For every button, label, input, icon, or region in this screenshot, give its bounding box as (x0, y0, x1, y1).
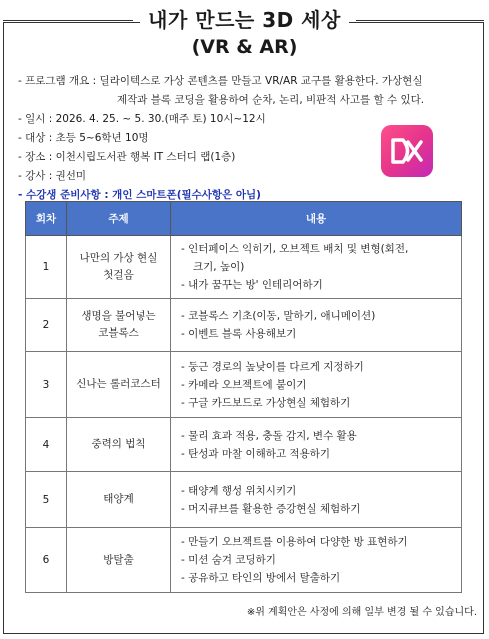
schedule-table (25, 201, 462, 593)
footer-note: ※위 계획안은 사정에 의해 일부 변경 될 수 있습니다. (246, 607, 477, 618)
topic-line: 생명을 불어넣는 (81, 310, 156, 322)
topic-line: 태양계 (103, 493, 134, 505)
program-overview (18, 72, 478, 91)
content-line: - 구글 카드보드로 가상현실 체험하기 (181, 396, 351, 409)
session-content (171, 472, 462, 528)
program-date: - 일시 : 2026. 4. 25. ~ 5. 30.(매주 토) 10시~12시 (18, 113, 266, 125)
content-line: - 미션 숨겨 코딩하기 (181, 554, 276, 566)
topic-line: 신나는 롤러코스터 (76, 378, 161, 390)
content-line: 크기, 높이) (193, 261, 245, 273)
session-content (171, 236, 462, 299)
session-topic (67, 528, 171, 593)
content-line: - 물리 효과 적용, 충돌 감지, 변수 활용 (181, 429, 357, 442)
content-line: - 만들기 오브젝트를 이용하여 다양한 방 표현하기 (181, 536, 408, 548)
content-line: - 태양계 행성 위치시키기 (181, 484, 297, 497)
topic-line: 코블록스 (98, 327, 139, 339)
header-topic: 주제 (67, 202, 171, 236)
program-place: - 장소 : 이천시립도서관 행복 IT 스터디 랩(1층) (18, 151, 236, 163)
logo-glyph-icon (381, 125, 433, 177)
session-topic (67, 352, 171, 418)
content-line: - 탄성과 마찰 이해하고 적용하기 (181, 447, 330, 460)
app-logo-icon (381, 125, 433, 177)
topic-line: 첫걸음 (103, 269, 134, 281)
table-row (26, 418, 462, 472)
content-line: - 둥근 경로의 높낮이를 다르게 지정하기 (181, 360, 364, 373)
content-line: - 인터페이스 익히기, 오브젝트 배치 및 변형(회전, (181, 243, 409, 255)
session-topic (67, 418, 171, 472)
title-rule-right (356, 20, 484, 21)
topic-line: 나만의 가상 현실 (79, 252, 158, 264)
session-topic (67, 472, 171, 528)
content-line: - 이벤트 블록 사용해보기 (181, 328, 297, 340)
page-subtitle: (VR & AR) (191, 36, 298, 58)
table-row (26, 236, 462, 299)
session-number: 5 (26, 472, 67, 528)
topic-line: 방탈출 (103, 553, 134, 566)
session-topic (67, 236, 171, 299)
table-row (26, 528, 462, 593)
session-content (171, 299, 462, 352)
session-number: 4 (26, 418, 67, 472)
session-number: 3 (26, 352, 67, 418)
content-line: - 머지큐브를 활용한 증강현실 체험하기 (181, 502, 361, 515)
table-row (26, 472, 462, 528)
content-line: - 카메라 오브젝트에 붙이기 (181, 378, 307, 391)
program-label: - 프로그램 개요 : (18, 75, 97, 87)
program-instructor: - 강사 : 권선미 (18, 170, 87, 182)
session-content (171, 352, 462, 418)
table-row (26, 352, 462, 418)
program-text-2: 제작과 블록 코딩을 활용하여 순차, 논리, 비판적 사고를 할 수 있다. (117, 94, 425, 106)
program-prep: - 수강생 준비사항 : 개인 스마트폰(필수사항은 아님) (18, 189, 261, 201)
content-line: - 내가 꿈꾸는 방' 인테리어하기 (181, 279, 323, 291)
session-content (171, 528, 462, 593)
session-number: 6 (26, 528, 67, 593)
program-target: - 대상 : 초등 5~6학년 10명 (18, 132, 149, 144)
title-rule-left (3, 20, 133, 21)
header-session: 회차 (26, 202, 67, 236)
content-line: - 코블록스 기초(이동, 말하기, 애니메이션) (181, 310, 376, 322)
title-block (0, 4, 489, 33)
program-text-1: 딜라이텍스로 가상 콘텐츠를 만들고 VR/AR 교구를 활용한다. 가상현실 (99, 75, 423, 87)
page-title: 내가 만드는 3D 세상 (140, 4, 349, 33)
table-row (26, 299, 462, 352)
session-number: 1 (26, 236, 67, 299)
session-topic (67, 299, 171, 352)
header-content: 내용 (171, 202, 462, 236)
session-content (171, 418, 462, 472)
table-header-row (26, 202, 462, 236)
topic-line: 중력의 법칙 (91, 438, 146, 450)
content-line: - 공유하고 타인의 방에서 탈출하기 (181, 572, 341, 584)
session-number: 2 (26, 299, 67, 352)
